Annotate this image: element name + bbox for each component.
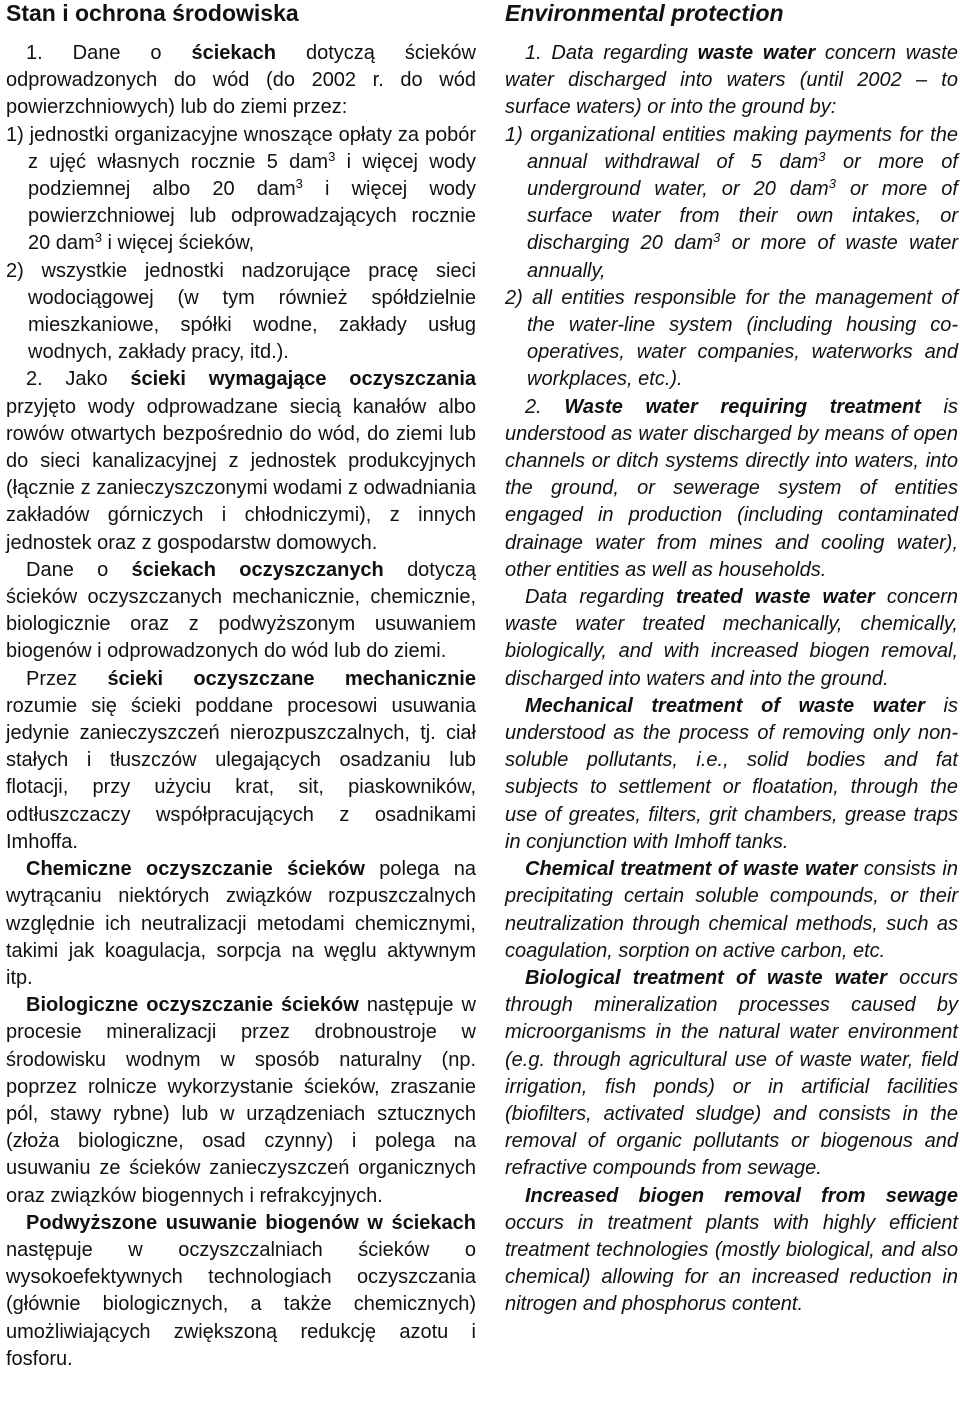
- pl-paragraph-2: [6, 366, 476, 556]
- pl-item1-part-b: i więcej wody podziemnej albo 20 dam: [28, 150, 476, 201]
- polish-heading: Stan i ochrona środowiska: [6, 0, 299, 26]
- en-paragraph-3: [505, 584, 958, 693]
- pl-sup-1: 3: [328, 148, 336, 164]
- pl-p3-text: dotyczą ścieków oczyszczanych mechanicznie, chemicznie, biologicznie oraz z podwyższonym usuwaniem biogenów i odprowadzonych do wód lub do ziemi.: [6, 558, 476, 663]
- pl-p7-term: Podwyższone usuwanie biogenów w ściekach: [26, 1211, 476, 1234]
- en-p3-text: concern waste water treated mechanically, chemically, biologically, and with increased biogen removal, discharged into waters and into the ground.: [505, 586, 959, 690]
- en-item1-part-c: or more of surface water from their own intakes, or discharging 20 dam: [527, 178, 958, 255]
- en-p4-term: Mechanical treatment of waste water: [525, 694, 925, 717]
- pl-list-item-2: 2) wszystkie jednostki nadzorujące pracę sieci wodociągowej (w tym również spółdzielnie mieszkaniowe, spółki wodne, zakłady usług wodnych, zakłady pracy, itd.).: [6, 259, 476, 364]
- pl-p7-text: następuje w oczyszczalniach ścieków o wysokoefektywnych technologiach oczyszczania (głównie biologicznych, a także chemicznych) umożliwiających zwiększoną redukcję azotu i fosforu.: [6, 1238, 476, 1370]
- pl-p6-term: Biologiczne oczyszczanie ścieków: [26, 994, 359, 1017]
- pl-paragraph-7: [6, 1210, 476, 1373]
- pl-p4-lead: Przez: [26, 667, 78, 690]
- en-p2-term: Waste water requiring treatment: [564, 395, 921, 418]
- en-p3-term: treated waste water: [675, 586, 875, 609]
- en-item1-part-a: 1) organizational entities making payments for the annual withdrawal of 5 dam: [505, 123, 958, 173]
- en-p1-number: 1. Data regarding: [525, 42, 688, 64]
- pl-list-item-1: [6, 122, 476, 258]
- en-p5-text: consists in precipitating certain soluble compounds, or their neutralization through chemical methods, such as coagulation, sorption on active carbon, etc.: [505, 858, 958, 962]
- english-column: [505, 0, 958, 1319]
- pl-p5-term: Chemiczne oczyszczanie ścieków: [26, 858, 365, 881]
- en-p1-term: waste water: [697, 42, 816, 64]
- en-paragraph-1: [505, 40, 958, 122]
- pl-p2-text: przyjęto wody odprowadzane siecią kanałów albo rowów otwartych bezpośrednio do wód, do ziemi lub do sieci kanalizacyjnej z jednostek produkcyjnych (łącznie z zanieczyszczonymi wodami z odwadniania zakładów górniczych i chłodniczymi), z innych jednostek oraz z gospodarstw domowych.: [6, 395, 476, 554]
- pl-p1-text: dotyczą ścieków odprowadzonych do wód (do 2002 r. do wód powierzchniowych) lub do ziemi przez:: [6, 42, 476, 119]
- en-p2-number: 2.: [525, 395, 542, 418]
- pl-item1-part-c: i więcej wody powierzchniowej lub odprowadzających rocznie 20 dam: [28, 178, 477, 255]
- pl-p4-term: ścieki oczyszczane mechanicznie: [107, 667, 476, 690]
- en-paragraph-5: [505, 856, 958, 965]
- en-p3-lead: Data regarding: [525, 586, 664, 609]
- en-sup-3: 3: [713, 230, 721, 246]
- en-paragraph-2: [505, 394, 958, 584]
- en-paragraph-7: [505, 1183, 958, 1319]
- en-p2-text: is understood as water discharged by means of open channels or ditch systems directly into waters, into the ground, or sewerage system of entities engaged in production (including contaminated drainage water from mines and cooling water), other entities as well as households.: [505, 395, 958, 581]
- en-paragraph-4: [505, 693, 958, 856]
- pl-paragraph-6: [6, 992, 476, 1210]
- en-p1-text: concern waste water discharged into waters (until 2002 – to surface waters) or into the ground by:: [505, 42, 958, 119]
- en-p6-text: occurs through mineralization processes caused by microorganisms in the natural water environment (e.g. through agricultural use of waste water, field irrigation, fish ponds) or in artificial facilities (biofilters, activated sludge) and consists in the removal of organic pollutants or biogenous and refractive compounds from sewage.: [505, 966, 958, 1180]
- pl-item1-part-d: i więcej ścieków,: [107, 232, 255, 255]
- en-p5-term: Chemical treatment of waste water: [525, 858, 858, 881]
- pl-paragraph-3: [6, 557, 476, 666]
- en-list-item-1: [505, 122, 958, 285]
- en-item1-part-d: or more of waste water annually,: [527, 232, 958, 282]
- pl-p2-number: 2. Jako: [26, 368, 108, 391]
- pl-p1-number: 1. Dane o: [26, 42, 162, 64]
- pl-p5-text: polega na wytrącaniu niektórych związków rozpuszczalnych względnie ich neutralizacji metodami chemicznymi, takimi jak koagulacja, sorpcja na węglu aktywnym itp.: [6, 858, 476, 989]
- pl-sup-2: 3: [295, 175, 303, 191]
- en-sup-1: 3: [818, 148, 826, 164]
- pl-p2-term: ścieki wymagające oczyszczania: [130, 368, 476, 391]
- pl-p6-text: następuje w procesie mineralizacji przez drobnoustroje w środowisku wodnym w sposób naturalny (np. poprzez rolnicze wykorzystanie ścieków, zraszanie pól, stawy rybne) lub w urządzeniach sztucznych (złoża biologiczne, osad czynny) i polega na usuwaniu ze ścieków zanieczyszczeń organicznych oraz związków biogennych i refrakcyjnych.: [6, 994, 476, 1207]
- en-p6-term: Biological treatment of waste water: [525, 966, 887, 989]
- en-p4-text: is understood as the process of removing only non-soluble pollutants, i.e., solid bodies and fat subjects to settlement or floatation, through the use of greates, filters, grit chambers, grease traps in conjunction with Imhoff tanks.: [505, 694, 958, 853]
- pl-paragraph-5: [6, 856, 476, 992]
- pl-p1-term: ściekach: [191, 42, 277, 64]
- en-p7-text: occurs in treatment plants with highly efficient treatment technologies (mostly biological, and also chemical) allowing for an increased reduction in nitrogen and phosphorus content.: [505, 1211, 958, 1316]
- english-heading: Environmental protection: [505, 0, 784, 26]
- pl-paragraph-4: [6, 666, 476, 856]
- en-p7-term: Increased biogen removal from sewage: [525, 1184, 958, 1207]
- pl-p3-term: ściekach oczyszczanych: [131, 558, 384, 581]
- pl-paragraph-1: [6, 40, 476, 122]
- en-list-item-2: 2) all entities responsible for the management of the water-line system (including housing co-operatives, water companies, waterworks and workplaces, etc.).: [505, 286, 958, 391]
- pl-p4-text: rozumie się ścieki poddane procesowi usuwania jedynie zanieczyszczeń nierozpuszczalnych, tj. ciał stałych i tłuszczów ulegających osadzaniu lub flotacji, przy użyciu krat, sit, piaskowników, odtłuszczaczy współpracujących z osadnikami Imhoffa.: [6, 694, 476, 853]
- en-item1-part-b: or more of underground water, or 20 dam: [527, 150, 958, 201]
- pl-p3-lead: Dane o: [26, 558, 109, 581]
- polish-column: [6, 0, 476, 1373]
- en-paragraph-6: [505, 965, 958, 1183]
- en-sup-2: 3: [828, 175, 836, 191]
- pl-item1-part-a: 1) jednostki organizacyjne wnoszące opłaty za pobór z ujęć własnych rocznie 5 dam: [6, 123, 476, 173]
- pl-sup-3: 3: [94, 230, 102, 246]
